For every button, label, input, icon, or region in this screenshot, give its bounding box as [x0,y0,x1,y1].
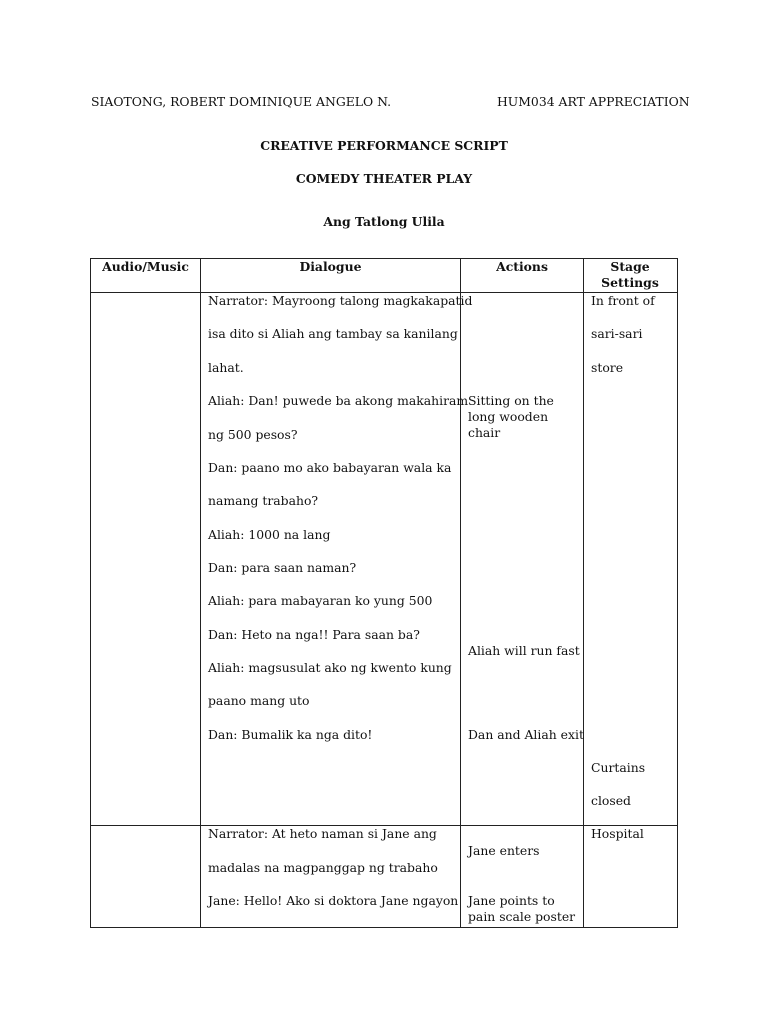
dialogue-line: isa dito si Aliah ang tambay sa kanilang [208,326,458,341]
stage-setting: closed [591,793,631,808]
play-title: Ang Tatlong Ulila [323,214,445,229]
stage-setting: Curtains [591,760,646,775]
stage-setting: store [591,360,624,375]
dialogue-line: paano mang uto [208,693,310,708]
column-header-audio: Audio/Music [102,259,189,274]
column-header-actions: Actions [496,259,548,274]
dialogue-line: Jane: Hello! Ako si doktora Jane ngayon [208,893,459,908]
student-name: SIAOTONG, ROBERT DOMINIQUE ANGELO N. [91,94,392,109]
dialogue-line: Dan: Bumalik ka nga dito! [208,727,373,742]
table-border-bottom [90,927,678,928]
dialogue-line: Dan: para saan naman? [208,560,357,575]
stage-setting: Hospital [591,826,644,841]
dialogue-line: Aliah: magsusulat ako ng kwento kung [208,660,452,675]
dialogue-line: Aliah: Dan! puwede ba akong makahiram [208,393,469,408]
column-header-stage-settings: Stage Settings [601,259,659,290]
dialogue-line: namang trabaho? [208,493,319,508]
dialogue-line: Aliah: para mabayaran ko yung 500 [208,593,433,608]
dialogue-line: Aliah: 1000 na lang [208,527,331,542]
action-note: Aliah will run fast [468,643,580,658]
play-genre-heading: COMEDY THEATER PLAY [295,171,473,186]
action-note: Sitting on the long wooden chair [468,393,554,440]
script-table [90,258,678,928]
table-border-right [677,258,678,928]
table-column-divider [583,258,584,928]
dialogue-line: Dan: paano mo ako babayaran wala ka [208,460,452,475]
dialogue-line: lahat. [208,360,244,375]
dialogue-line: Narrator: Mayroong talong magkakapatid [208,293,473,308]
stage-setting: In front of [591,293,655,308]
dialogue-line: ng 500 pesos? [208,427,298,442]
dialogue-line: Narrator: At heto naman si Jane ang [208,826,437,841]
table-column-divider [200,258,201,928]
dialogue-line: Dan: Heto na nga!! Para saan ba? [208,627,420,642]
action-note: Jane enters [468,843,540,858]
table-column-divider [460,258,461,928]
action-note: Dan and Aliah exit [468,727,584,742]
course-code: HUM034 ART APPRECIATION [497,94,690,109]
stage-setting: sari-sari [591,326,643,341]
column-header-dialogue: Dialogue [299,259,362,274]
dialogue-line: madalas na magpanggap ng trabaho [208,860,438,875]
action-note: Jane points to pain scale poster [468,893,576,924]
table-border-left [90,258,91,928]
script-type-heading: CREATIVE PERFORMANCE SCRIPT [260,138,508,153]
